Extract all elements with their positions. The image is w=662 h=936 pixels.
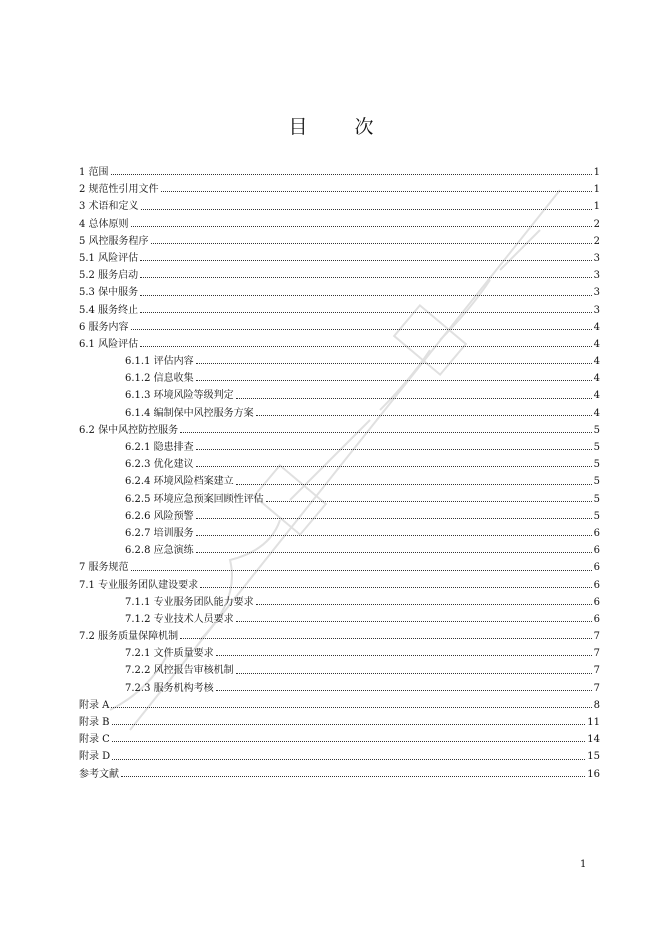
toc-entry[interactable] <box>79 198 600 215</box>
toc-entry-page: 3 <box>593 270 600 282</box>
toc-leader-dots <box>121 775 585 777</box>
toc-entry-label: 7.2.1 文件质量要求 <box>125 648 214 660</box>
toc-entry[interactable] <box>79 748 600 765</box>
toc-leader-dots <box>180 637 592 639</box>
toc-entry-label: 7.1.1 专业服务团队能力要求 <box>125 596 254 608</box>
toc-leader-dots <box>131 569 592 571</box>
toc-entry-page: 1 <box>593 184 600 196</box>
toc-entry-label: 6.1.2 信息收集 <box>125 373 194 385</box>
toc-entry-label: 附录 B <box>79 717 110 728</box>
toc-entry[interactable] <box>79 456 600 473</box>
toc-leader-dots <box>216 654 592 656</box>
toc-entry[interactable] <box>79 473 600 490</box>
toc-entry[interactable] <box>79 697 600 714</box>
toc-entry[interactable] <box>79 302 600 319</box>
toc-entry-label: 6.2 保中风控防控服务 <box>79 424 179 436</box>
toc-entry[interactable] <box>79 594 600 611</box>
toc-entry[interactable] <box>79 353 600 370</box>
toc-leader-dots <box>200 586 592 588</box>
toc-leader-dots <box>161 190 592 192</box>
toc-entry-label: 5.2 服务启动 <box>79 270 139 282</box>
toc-entry-page: 2 <box>593 235 600 247</box>
toc-leader-dots <box>196 379 592 381</box>
toc-entry-label: 7.1 专业服务团队建设要求 <box>79 579 199 591</box>
toc-leader-dots <box>196 465 592 467</box>
toc-entry-page: 5 <box>593 493 600 505</box>
toc-entry[interactable] <box>79 370 600 387</box>
toc-entry[interactable] <box>79 662 600 679</box>
toc-entry[interactable] <box>79 284 600 301</box>
toc-entry[interactable] <box>79 405 600 422</box>
toc-leader-dots <box>236 483 592 485</box>
toc-entry-page: 4 <box>593 373 600 385</box>
toc-entry-label: 附录 A <box>79 699 110 711</box>
toc-entry-page: 6 <box>593 613 600 625</box>
toc-leader-dots <box>196 362 592 364</box>
toc-entry-page: 4 <box>593 321 600 333</box>
toc-entry[interactable] <box>79 766 600 783</box>
toc-entry[interactable] <box>79 680 600 697</box>
toc-entry[interactable] <box>79 714 600 731</box>
toc-entry-page: 3 <box>593 287 600 299</box>
toc-entry-page: 1 <box>593 167 600 178</box>
toc-leader-dots <box>112 758 585 760</box>
toc-entry-label: 2 规范性引用文件 <box>79 184 159 196</box>
toc-entry-page: 6 <box>593 545 600 557</box>
toc-leader-dots <box>140 294 592 296</box>
toc-entry-page: 7 <box>593 648 600 660</box>
toc-entry-label: 参考文献 <box>79 768 119 780</box>
toc-entry[interactable] <box>79 439 600 456</box>
toc-entry[interactable] <box>79 559 600 576</box>
toc-entry[interactable] <box>79 577 600 594</box>
toc-entry-label: 6.2.6 风险预警 <box>125 510 194 522</box>
toc-entry-label: 7.2.2 风控报告审核机制 <box>125 665 234 677</box>
toc-entry-label: 附录 C <box>79 734 110 746</box>
toc-entry[interactable] <box>79 611 600 628</box>
toc-entry-label: 6.1.4 编制保中风控服务方案 <box>125 407 254 419</box>
toc-entry-label: 6.1 风险评估 <box>79 338 139 350</box>
toc-leader-dots <box>140 276 592 278</box>
toc-entry[interactable] <box>79 319 600 336</box>
toc-leader-dots <box>140 345 592 347</box>
toc-leader-dots <box>131 225 592 227</box>
toc-leader-dots <box>131 328 592 330</box>
toc-leader-dots <box>112 723 586 725</box>
toc-entry[interactable] <box>79 336 600 353</box>
toc-entry-label: 4 总体原则 <box>79 218 129 230</box>
toc-entry-label: 7 服务规范 <box>79 562 129 574</box>
toc-entry-label: 6.2.4 环境风险档案建立 <box>125 476 234 488</box>
toc-entry-page: 14 <box>587 734 600 746</box>
toc-leader-dots <box>140 259 592 261</box>
toc-entry-page: 5 <box>593 510 600 522</box>
toc-entry[interactable] <box>79 645 600 662</box>
toc-entry[interactable] <box>79 267 600 284</box>
toc-entry-label: 5.3 保中服务 <box>79 287 139 299</box>
toc-leader-dots <box>180 431 592 433</box>
toc-entry-page: 6 <box>593 527 600 539</box>
toc-entry-page: 5 <box>593 476 600 488</box>
toc-entry-page: 7 <box>593 682 600 694</box>
toc-entry-page: 15 <box>587 751 600 763</box>
toc-entry-label: 5.1 风险评估 <box>79 252 139 264</box>
toc-entry[interactable] <box>79 387 600 404</box>
toc-entry-page: 3 <box>593 252 600 264</box>
toc-entry-page: 4 <box>593 338 600 350</box>
toc-entry-page: 6 <box>593 579 600 591</box>
toc-entry[interactable] <box>79 731 600 748</box>
toc-entry-label: 3 术语和定义 <box>79 201 139 213</box>
toc-entry[interactable] <box>79 628 600 645</box>
toc-entry-label: 6.1.1 评估内容 <box>125 356 194 368</box>
toc-leader-dots <box>140 311 592 313</box>
toc-leader-dots <box>112 740 585 742</box>
toc-entry-label: 5 风控服务程序 <box>79 235 149 247</box>
toc-entry-page: 6 <box>593 596 600 608</box>
toc-entry-page: 5 <box>593 442 600 453</box>
toc-leader-dots <box>236 397 592 399</box>
toc-leader-dots <box>266 500 592 502</box>
toc-entry-label: 1 范围 <box>79 167 109 178</box>
toc-leader-dots <box>111 173 592 175</box>
toc-entry-label: 7.1.2 专业技术人员要求 <box>125 613 234 625</box>
toc-entry-page: 4 <box>593 356 600 368</box>
toc-entry-label: 6.2.5 环境应急预案回顾性评估 <box>125 493 264 505</box>
toc-leader-dots <box>236 620 592 622</box>
toc-entry-label: 7.2.3 服务机构考核 <box>125 682 214 694</box>
toc-entry[interactable] <box>79 164 600 181</box>
toc-entry-label: 6.1.3 环境风险等级判定 <box>125 390 234 402</box>
toc-leader-dots <box>196 534 592 536</box>
page-title: 目 次 <box>288 116 388 138</box>
toc-entry-page: 5 <box>593 424 600 436</box>
toc-entry-label: 6.2.3 优化建议 <box>125 459 194 471</box>
toc-entry-page: 8 <box>593 699 600 711</box>
table-of-contents <box>79 164 600 783</box>
toc-leader-dots <box>216 689 592 691</box>
toc-entry-page: 4 <box>593 390 600 402</box>
toc-entry-page: 3 <box>593 304 600 316</box>
toc-entry-page: 2 <box>593 218 600 230</box>
page-number: 1 <box>580 859 587 870</box>
toc-entry-label: 5.4 服务终止 <box>79 304 139 316</box>
toc-entry[interactable] <box>79 491 600 508</box>
toc-entry-label: 7.2 服务质量保障机制 <box>79 631 179 643</box>
toc-entry-label: 6 服务内容 <box>79 321 129 333</box>
toc-entry[interactable] <box>79 542 600 559</box>
toc-entry-label: 6.2.8 应急演练 <box>125 545 194 557</box>
toc-leader-dots <box>196 448 592 450</box>
toc-entry[interactable] <box>79 525 600 542</box>
toc-entry-page: 4 <box>593 407 600 419</box>
toc-entry-page: 7 <box>593 665 600 677</box>
toc-entry-page: 5 <box>593 459 600 471</box>
toc-entry-label: 附录 D <box>79 751 111 763</box>
toc-leader-dots <box>151 242 592 244</box>
toc-entry-page: 6 <box>593 562 600 574</box>
toc-entry-page: 7 <box>593 631 600 643</box>
toc-entry-label: 6.2.1 隐患排查 <box>125 442 194 453</box>
toc-entry[interactable] <box>79 422 600 439</box>
toc-entry[interactable] <box>79 233 600 250</box>
toc-entry[interactable] <box>79 250 600 267</box>
toc-entry-page: 16 <box>587 768 600 780</box>
toc-entry[interactable] <box>79 181 600 198</box>
toc-entry-page: 11 <box>587 717 600 728</box>
toc-leader-dots <box>196 551 592 553</box>
toc-leader-dots <box>141 208 592 210</box>
toc-leader-dots <box>111 706 591 708</box>
toc-leader-dots <box>256 414 592 416</box>
toc-entry[interactable] <box>79 216 600 233</box>
toc-entry-label: 6.2.7 培训服务 <box>125 527 194 539</box>
toc-leader-dots <box>236 672 592 674</box>
toc-leader-dots <box>196 517 592 519</box>
toc-entry-page: 1 <box>593 201 600 213</box>
toc-entry[interactable] <box>79 508 600 525</box>
toc-leader-dots <box>256 603 592 605</box>
